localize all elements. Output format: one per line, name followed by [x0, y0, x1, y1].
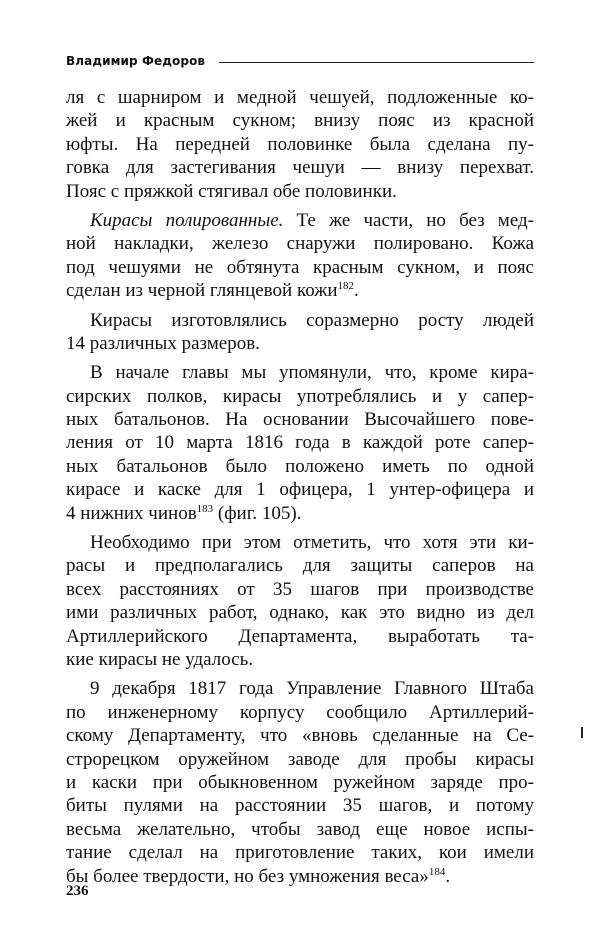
text-line: ими различных работ, однако, как это видно из дел [66, 602, 534, 624]
text-line [66, 279, 534, 302]
text-run: бы более твердости, но без умножения веса» [66, 865, 429, 887]
text-line: Кирасы изготовлялись соразмерно росту людей [90, 309, 534, 331]
paragraph-3 [66, 309, 534, 356]
text-line: 14 различных размеров. [66, 332, 260, 354]
running-header [66, 54, 534, 68]
body-text [66, 86, 534, 888]
text-line: жей и красным сукном; внизу пояс из красной [66, 110, 534, 132]
page-number: 236 [66, 883, 89, 899]
footnote-ref[interactable]: 184 [428, 865, 446, 878]
text-line: Артиллерийского Департамента, выработать та- [66, 625, 534, 647]
text-line [66, 209, 534, 232]
margin-mark [581, 727, 583, 738]
text-line: ля с шарниром и медной чешуей, подложенные ко- [66, 87, 534, 108]
text-line: тание сделал на приготовление таких, кои имели [66, 842, 534, 864]
text-line: по инженерному корпусу сообщило Артиллерий- [66, 701, 534, 723]
text-line: ной накладки, железо снаружи полировано. Кожа [66, 233, 534, 255]
text-line: биты пулями на расстоянии 35 шагов, и потому [66, 795, 534, 817]
header-author: Владимир Федоров [66, 54, 206, 68]
text-line: 9 декабря 1817 года Управление Главного Штаба [90, 678, 534, 700]
text-line [66, 502, 534, 525]
text-line: весьма желательно, чтобы завод еще новое испы- [66, 818, 534, 840]
text-run: сделан из черной глянцевой кожи [66, 280, 338, 302]
text-line: сирских полков, кирасы употреблялись и у сапер- [66, 385, 534, 407]
text-line: Необходимо при этом отметить, что хотя эти ки- [90, 532, 534, 554]
footnote-ref[interactable]: 183 [196, 502, 214, 515]
text-line: строрецком оружейном заводе для пробы кирасы [66, 748, 534, 770]
text-line: говка для застегивания чешуи — внизу перехват. [66, 157, 534, 179]
text-line: под чешуями не обтянута красным сукном, и пояс [66, 256, 534, 278]
text-run: 4 нижних чинов [66, 502, 197, 524]
text-line: юфты. На передней половинке была сделана пу- [66, 133, 534, 155]
paragraph-6 [66, 677, 534, 888]
paragraph-4 [66, 361, 534, 525]
text-line: ных батальонов. На основании Высочайшего пове- [66, 409, 534, 431]
text-line: и каски при обыкновенном ружейном заряде про- [66, 771, 534, 793]
paragraph-1 [66, 86, 534, 203]
text-run: (фиг. 105). [213, 502, 302, 524]
text-line: кирасе и каске для 1 офицера, 1 унтер-офицера и [66, 479, 534, 501]
text-line: Пояс с пряжкой стягивал обе половинки. [66, 180, 397, 202]
text-run: . [354, 280, 359, 302]
text-run: . [445, 865, 451, 887]
paragraph-5 [66, 531, 534, 671]
text-line: В начале главы мы упомянули, что, кроме кира- [90, 362, 534, 384]
footnote-ref[interactable]: 182 [337, 280, 355, 293]
text-line: кие кирасы не удалось. [66, 648, 254, 670]
text-line: расы и предполагались для защиты саперов на [66, 555, 534, 577]
text-line: всех расстояниях от 35 шагов при производстве [66, 578, 534, 600]
header-rule [219, 62, 534, 63]
text-line: ных батальонов было положено иметь по одной [66, 455, 534, 477]
text-line: скому Департаменту, что «вновь сделанные на Се- [66, 725, 534, 747]
italic-lead: Кирасы полированные. [90, 209, 284, 231]
text-line [66, 865, 534, 888]
text-line: ления от 10 марта 1816 года в каждой роте сапер- [66, 432, 534, 454]
text-run: Те же части, но без мед- [283, 209, 535, 231]
paragraph-2 [66, 209, 534, 303]
